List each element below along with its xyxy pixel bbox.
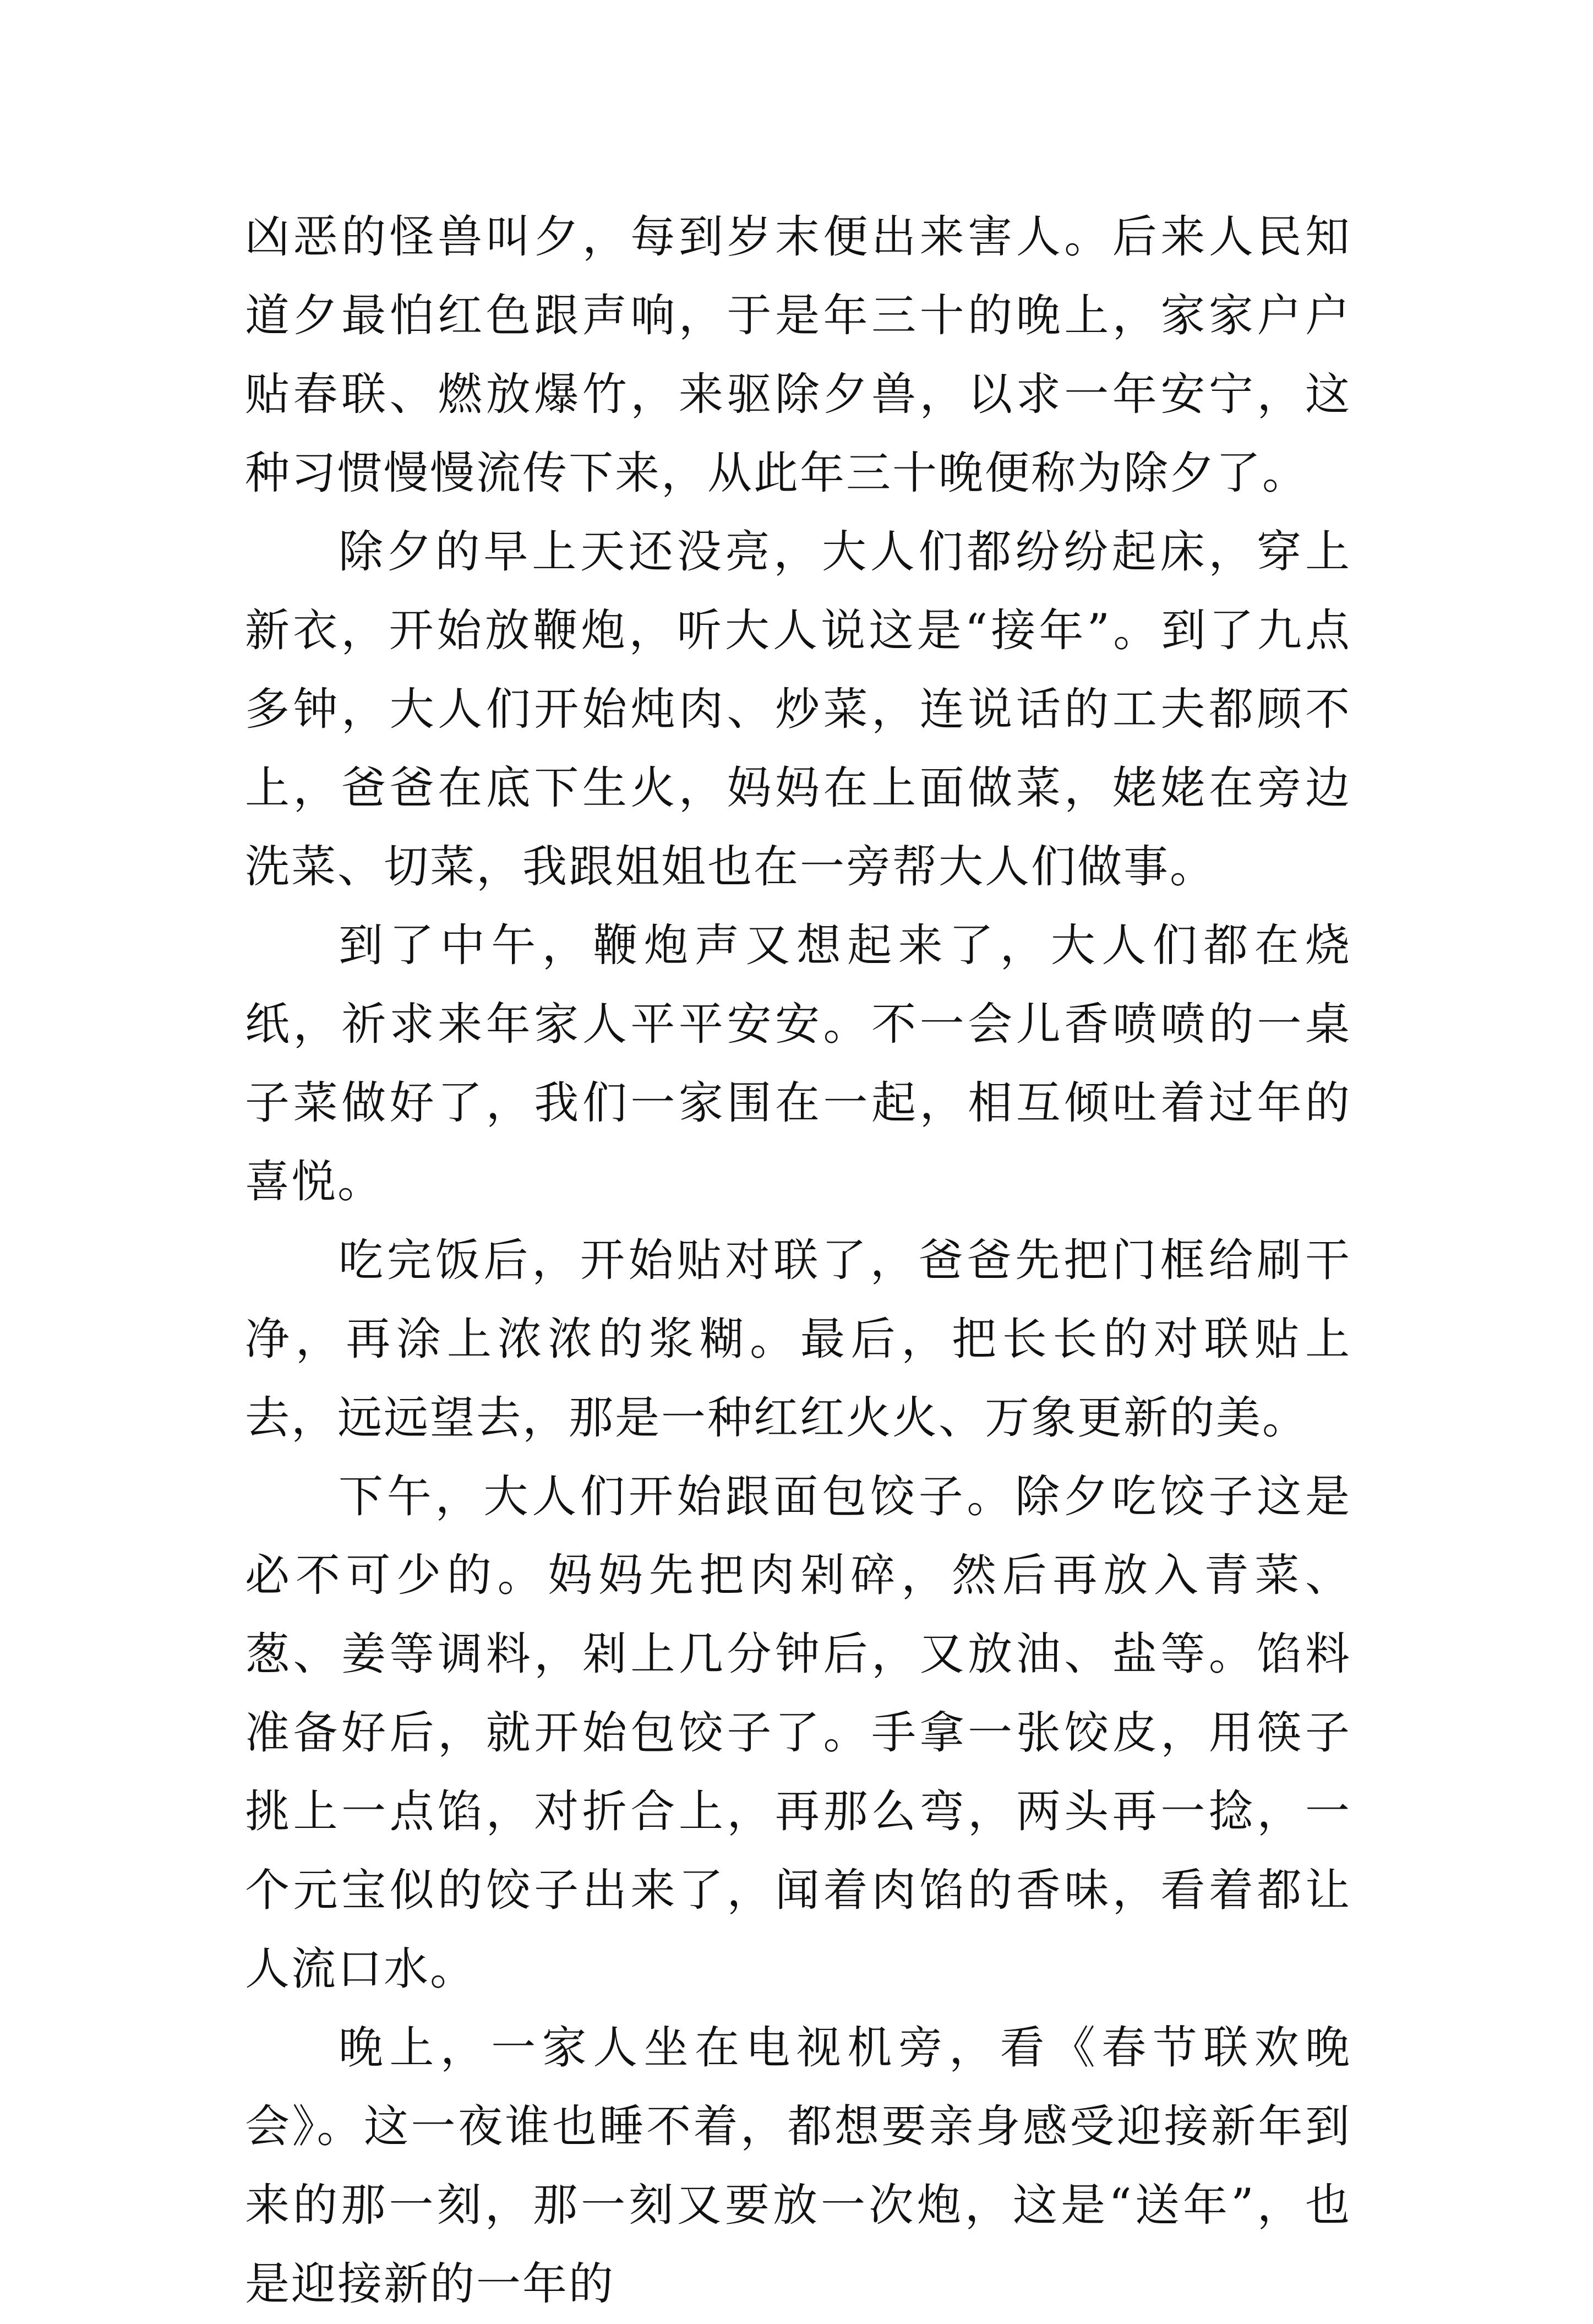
paragraph-continued: 凶恶的怪兽叫夕，每到岁末便出来害人。后来人民知道夕最怕红色跟声响，于是年三十的晚上，家家户户贴春联、燃放爆竹，来驱除夕兽，以求一年安宁，这种习惯慢慢流传下来，从此年三十晚便称为除夕了。: [245, 211, 1351, 499]
paragraph: 到了中午，鞭炮声又想起来了，大人们都在烧纸，祈求来年家人平平安安。不一会儿香喷喷的一桌子菜做好了，我们一家围在一起，相互倾吐着过年的喜悦。: [245, 920, 1351, 1208]
paragraph: 除夕的早上天还没亮，大人们都纷纷起床，穿上新衣，开始放鞭炮，听大人说这是“接年”。到了九点多钟，大人们开始炖肉、炒菜，连说话的工夫都顾不上，爸爸在底下生火，妈妈在上面做菜，姥姥在旁边洗菜、切菜，我跟姐姐也在一旁帮大人们做事。: [245, 526, 1351, 893]
body-text: [245, 198, 1351, 2324]
paragraph: 晚上，一家人坐在电视机旁，看《春节联欢晚会》。这一夜谁也睡不着，都想要亲身感受迎接新年到来的那一刻，那一刻又要放一次炮，这是“送年”，也是迎接新的一年的: [245, 2022, 1351, 2310]
paragraph: 吃完饭后，开始贴对联了，爸爸先把门框给刷干净，再涂上浓浓的浆糊。最后，把长长的对联贴上去，远远望去，那是一种红红火火、万象更新的美。: [245, 1235, 1351, 1444]
paragraph: 下午，大人们开始跟面包饺子。除夕吃饺子这是必不可少的。妈妈先把肉剁碎，然后再放入青菜、葱、姜等调料，剁上几分钟后，又放油、盐等。馅料准备好后，就开始包饺子了。手拿一张饺皮，用筷子挑上一点馅，对折合上，再那么弯，两头再一捻，一个元宝似的饺子出来了，闻着肉馅的香味，看着都让人流口水。: [245, 1471, 1351, 1995]
